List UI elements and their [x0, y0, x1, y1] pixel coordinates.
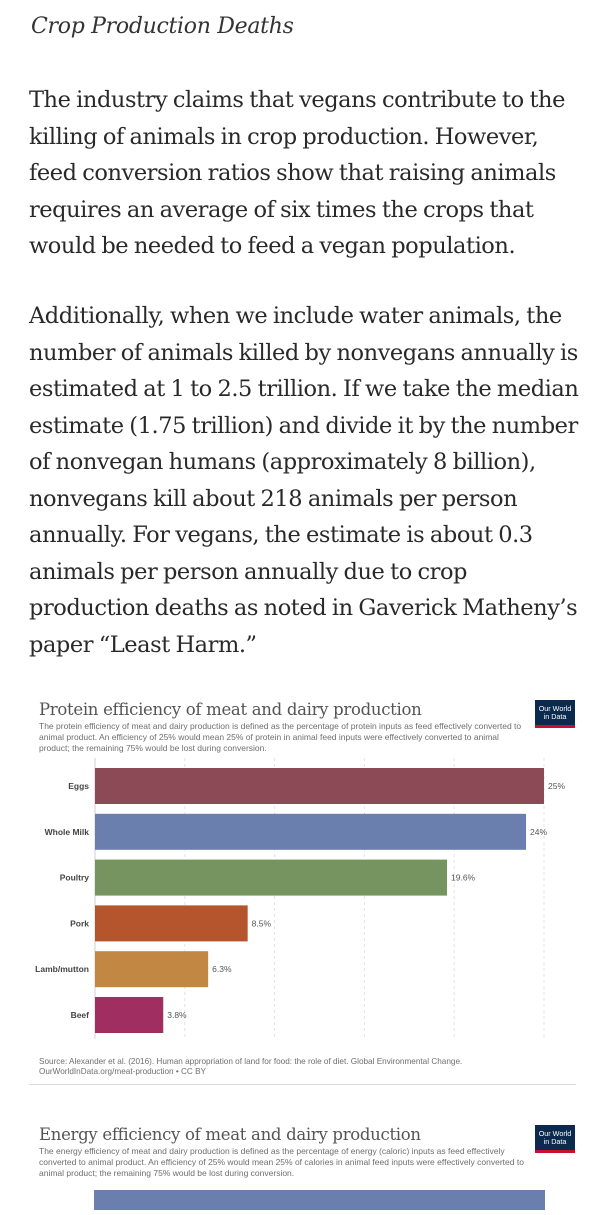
- chart-title: Energy efficiency of meat and dairy production: [39, 1125, 421, 1144]
- paragraph-animals-killed: Additionally, when we include water animals, the number of animals killed by nonvegans annually is estimated at 1 to 2.5 trillion. If we take the median estimate (1.75 trillion) and divide it by the number of nonvegan humans (approximately 8 billion), nonvegans kill about 218 animals per person annually. For vegans, the estimate is about 0.3 animals per person annually due to crop production deaths as noted in Gaverick Matheny’s paper “Least Harm.”: [29, 303, 579, 658]
- value-label: 3.8%: [167, 1010, 187, 1020]
- category-label: Beef: [70, 1010, 89, 1020]
- bar-energy-first: [94, 1190, 545, 1210]
- category-label: Pork: [70, 918, 89, 929]
- source-link[interactable]: OurWorldInData.org/meat-production • CC BY: [39, 1067, 206, 1076]
- owid-logo[interactable]: Our World in Data: [535, 1125, 575, 1153]
- bar-lamb-mutton[interactable]: [95, 951, 208, 987]
- chart-subtitle: The energy efficiency of meat and dairy production is defined as the percentage of energy (caloric) inputs as feed effectively converted to animal product. An efficiency of 25% would mean 25% of calories in animal feed inputs were effectively converted to animal product; the remaining 75% would be lost during conversion.: [39, 1146, 524, 1178]
- bar-eggs[interactable]: [95, 768, 544, 804]
- category-label: Lamb/mutton: [35, 964, 89, 975]
- category-label: Eggs: [68, 781, 89, 791]
- category-label: Poultry: [59, 872, 89, 883]
- value-label: 24%: [530, 826, 548, 837]
- paragraph-industry-claims: The industry claims that vegans contribute to the killing of animals in crop production. However, feed conversion ratios show that raising animals requires an average of six times the crops that would be needed to feed a vegan population.: [29, 87, 565, 259]
- value-label: 19.6%: [451, 872, 476, 883]
- energy-efficiency-chart: [29, 1115, 585, 1215]
- owid-logo[interactable]: Our World in Data: [535, 700, 575, 728]
- chart-title: Protein efficiency of meat and dairy production: [39, 700, 422, 719]
- bar-pork[interactable]: [95, 905, 248, 941]
- protein-efficiency-chart: [29, 690, 585, 1084]
- section-heading: Crop Production Deaths: [31, 14, 294, 39]
- bar-beef[interactable]: [95, 997, 163, 1033]
- value-label: 8.5%: [251, 918, 272, 929]
- category-label: Whole Milk: [44, 826, 89, 837]
- value-label: 25%: [548, 781, 566, 791]
- bar-whole-milk[interactable]: [95, 814, 526, 850]
- bar-poultry[interactable]: [95, 860, 447, 896]
- chart-plot-area: [29, 754, 585, 1054]
- chart-bottom-border: [29, 1084, 576, 1085]
- value-label: 6.3%: [212, 964, 232, 975]
- chart-subtitle: The protein efficiency of meat and dairy production is defined as the percentage of protein inputs as feed effectively converted to animal product. An efficiency of 25% would mean 25% of protein in animal feed inputs were effectively converted to animal product; the remaining 75% would be lost during conversion.: [39, 721, 522, 753]
- chart-source: [39, 1057, 559, 1077]
- source-citation: Source: Alexander et al. (2016). Human appropriation of land for food: the role of diet. Global Environmental Change.: [39, 1057, 463, 1066]
